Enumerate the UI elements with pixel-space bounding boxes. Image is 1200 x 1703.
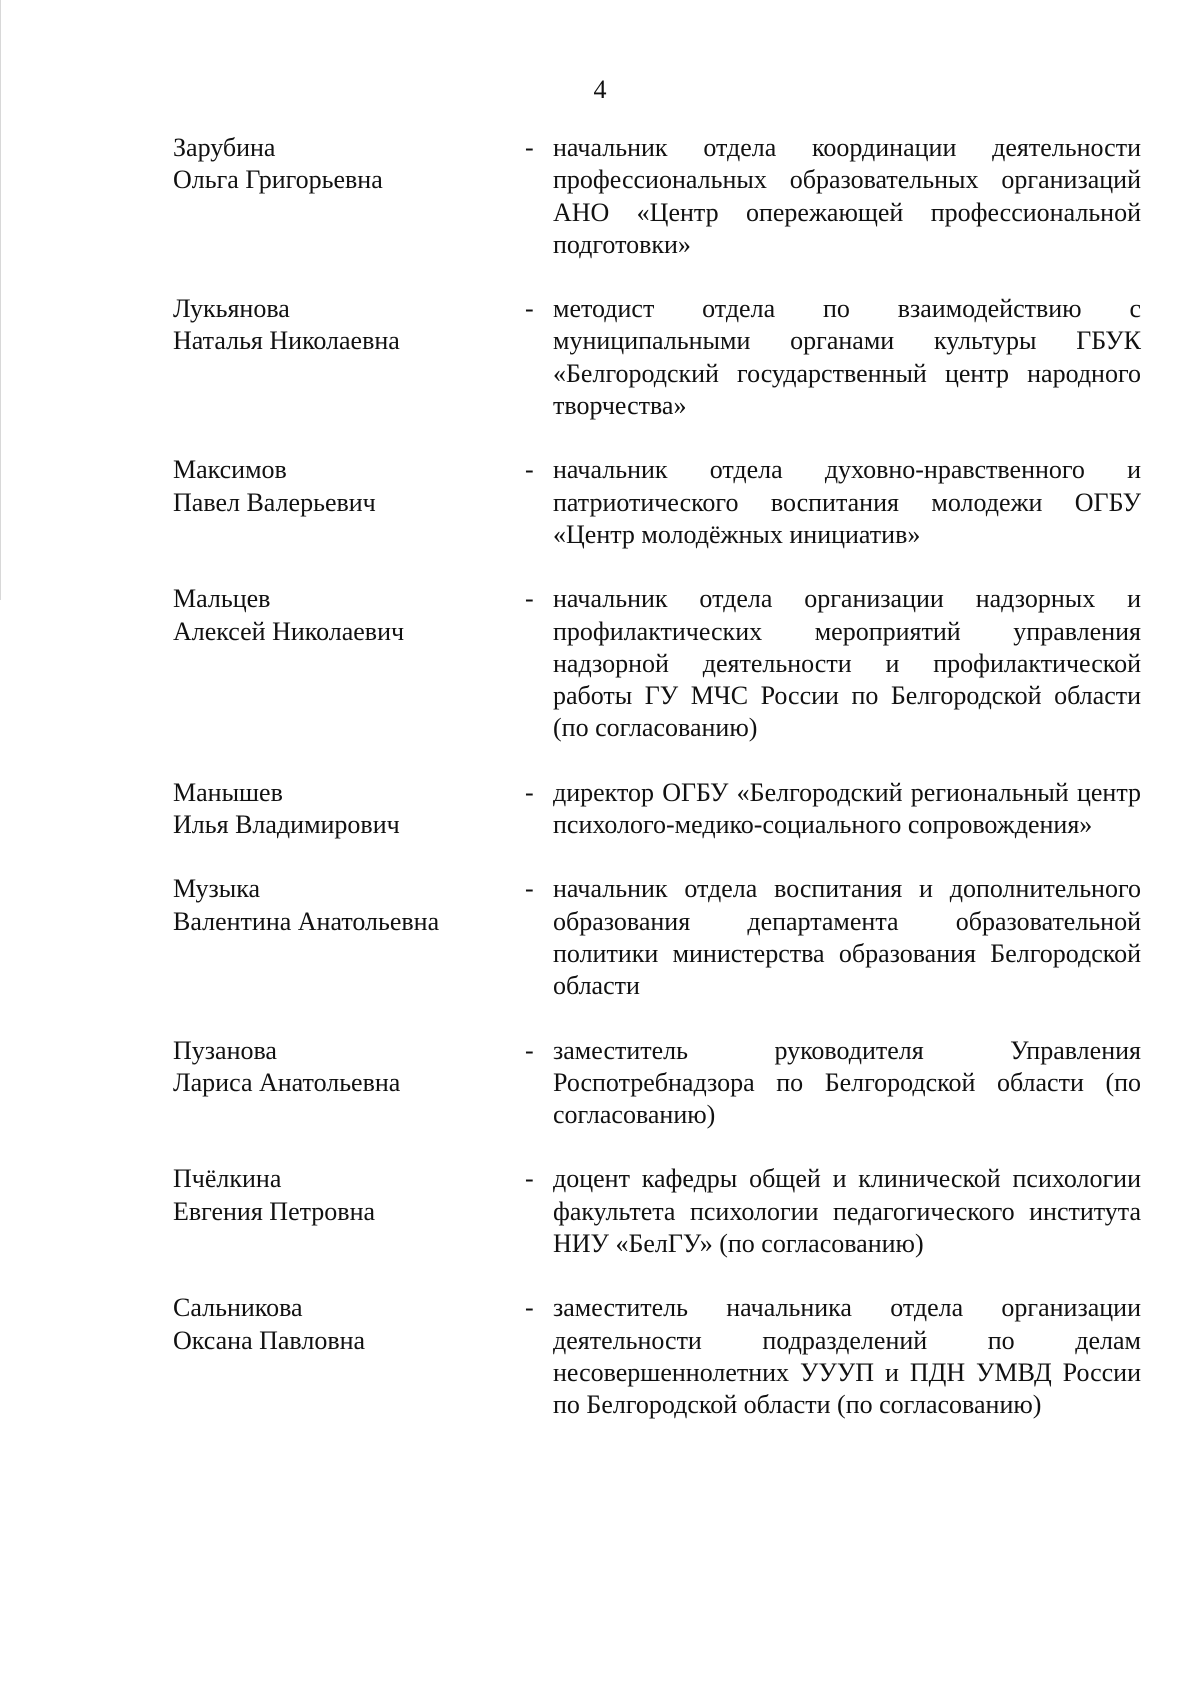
member-entry (173, 583, 1141, 744)
position-line: Роспотребнадзора по Белгородской области (553, 1067, 1084, 1097)
member-position (553, 1163, 1141, 1260)
position-line: народного творчества» (553, 358, 1141, 421)
position-line: начальник отдела организации надзорных (553, 584, 1096, 614)
position-line: директор ОГБУ «Белгородский региональный (553, 777, 1069, 807)
position-line: начальник отдела воспитания (553, 874, 903, 904)
position-line: организаций АНО «Центр опережающей (553, 165, 1141, 227)
member-given-names: Евгения Петровна (173, 1196, 376, 1226)
member-surname: Манышев (173, 777, 283, 807)
position-line: заместитель начальника отдела организации (553, 1293, 1141, 1323)
member-entry (173, 777, 1141, 842)
position-line: и дополнительного образования департамента (553, 874, 1141, 936)
position-line: и патриотического воспитания молодежи (553, 455, 1142, 517)
dash-separator: - (525, 133, 534, 162)
member-position (553, 1035, 1141, 1132)
position-line: с муниципальными органами культуры (553, 294, 1141, 356)
position-line: области (по согласованию) (553, 681, 1142, 743)
member-surname: Пузанова (173, 1035, 277, 1065)
position-line: образования Белгородской области (553, 938, 1141, 1001)
member-name (173, 132, 525, 197)
member-entry (173, 1292, 1141, 1421)
position-line: и профилактических мероприятий управления (553, 584, 1141, 646)
member-given-names: Наталья Николаевна (173, 326, 400, 356)
position-line: психологии факультета психологии (553, 1164, 1142, 1226)
position-line: деятельности подразделений по делам (553, 1325, 1141, 1355)
position-line: надзорной деятельности и профилактической (553, 648, 1141, 678)
member-surname: Музыка (173, 874, 260, 904)
position-line: образовательной политики министерства (553, 906, 1141, 968)
member-name (173, 1163, 525, 1228)
member-position (553, 1292, 1141, 1421)
position-line: работы ГУ МЧС России по Белгородской (553, 681, 1042, 711)
member-name (173, 583, 525, 648)
position-line: (по согласованию) (837, 1390, 1042, 1420)
member-surname: Мальцев (173, 584, 271, 614)
position-line: (по согласованию) (553, 1067, 1142, 1130)
member-entry (173, 293, 1141, 422)
dash-separator: - (525, 1293, 534, 1323)
position-line: педагогического института НИУ «БелГУ» (553, 1196, 1141, 1259)
member-position (553, 873, 1141, 1002)
member-surname: Максимов (173, 455, 287, 485)
dash-separator: - (525, 1164, 534, 1194)
position-line: начальник отдела духовно-нравственного (553, 455, 1085, 485)
position-line: центр психолого-медико-социального (553, 777, 1142, 840)
dash-separator: - (525, 294, 534, 324)
member-entry (173, 873, 1141, 1002)
position-line: профессиональной подготовки» (553, 197, 1142, 259)
member-position (553, 293, 1141, 422)
member-name (173, 1035, 525, 1100)
member-name (173, 777, 525, 842)
member-given-names: Лариса Анатольевна (173, 1067, 401, 1097)
member-surname: Сальникова (173, 1293, 303, 1323)
member-surname: Зарубина (173, 133, 276, 162)
member-given-names: Ольга Григорьевна (173, 165, 383, 195)
member-surname: Лукьянова (173, 294, 290, 324)
position-line: ОГБУ «Центр молодёжных инициатив» (553, 487, 1141, 549)
member-entry (173, 454, 1141, 551)
member-list (173, 132, 1141, 1454)
member-position (553, 583, 1141, 744)
member-name (173, 293, 525, 358)
position-line: ГБУК «Белгородский государственный центр (553, 326, 1141, 388)
position-line: (по согласованию) (719, 1229, 924, 1259)
member-surname: Пчёлкина (173, 1164, 282, 1194)
member-entry (173, 132, 1141, 261)
member-entry (173, 1163, 1141, 1260)
position-line: России по Белгородской области (553, 1357, 1142, 1420)
member-entry (173, 1035, 1141, 1132)
dash-separator: - (525, 584, 534, 614)
page-number: 4 (593, 75, 607, 104)
position-line: начальник отдела координации деятельности (553, 133, 1141, 162)
member-position (553, 132, 1141, 261)
position-line: заместитель руководителя Управления (553, 1035, 1141, 1065)
position-line: профессиональных образовательных (553, 165, 979, 195)
dash-separator: - (525, 874, 534, 904)
member-given-names: Валентина Анатольевна (173, 906, 440, 936)
dash-separator: - (525, 455, 534, 485)
dash-separator: - (525, 777, 534, 807)
member-name (173, 873, 525, 938)
member-given-names: Алексей Николаевич (173, 616, 405, 646)
member-given-names: Илья Владимирович (173, 810, 400, 840)
member-given-names: Павел Валерьевич (173, 487, 376, 517)
position-line: несовершеннолетних УУУП и ПДН УМВД (553, 1357, 1052, 1387)
member-name (173, 1292, 525, 1357)
dash-separator: - (525, 1035, 534, 1065)
member-given-names: Оксана Павловна (173, 1325, 366, 1355)
member-name (173, 454, 525, 519)
position-line: методист отдела по взаимодействию (553, 294, 1082, 324)
member-position (553, 777, 1141, 842)
position-line: сопровождения» (907, 810, 1093, 840)
member-position (553, 454, 1141, 551)
position-line: доцент кафедры общей и клинической (553, 1164, 1001, 1194)
